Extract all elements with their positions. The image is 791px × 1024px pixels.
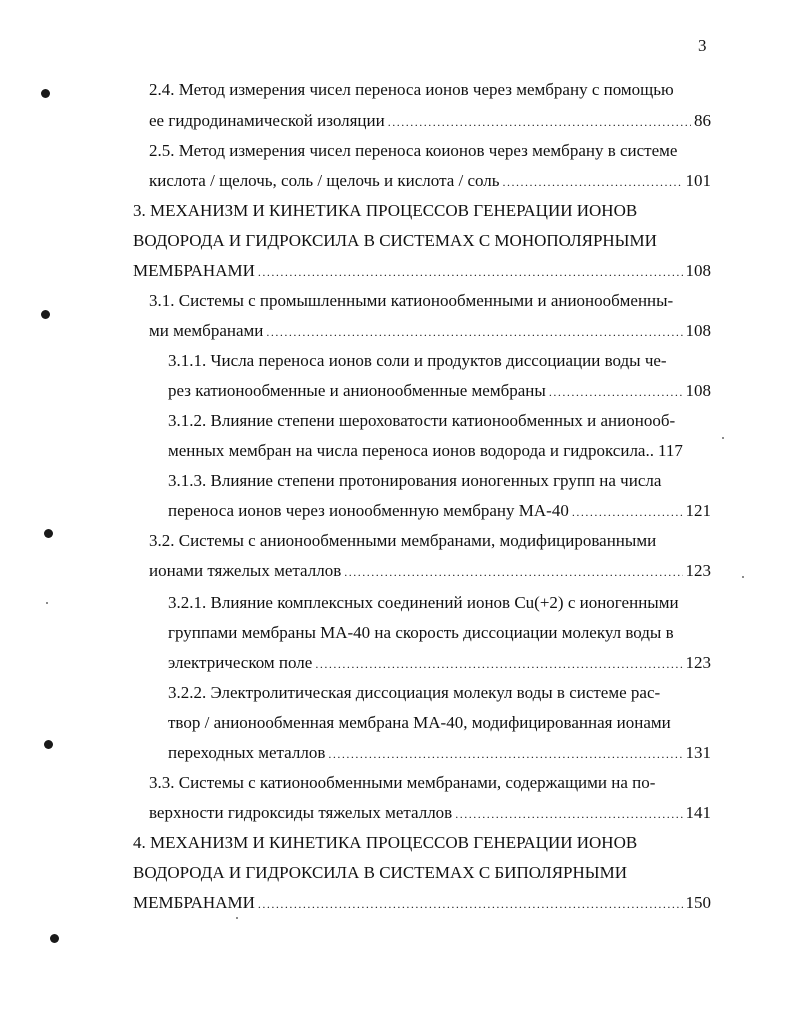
toc-page-number: 123 [685,653,711,672]
toc-entry-line[interactable]: кислота / щелочь, соль / щелочь и кислота / соль ..... 101 [149,168,711,194]
toc-chapter-line: ВОДОРОДА И ГИДРОКСИЛА В СИСТЕМАХ С МОНОПОЛЯРНЫМИ [133,231,657,250]
toc-entry-line: 3.2.1. Влияние комплексных соединений ионов Cu(+2) с ионогенными [168,593,679,612]
toc-chapter-line[interactable]: МЕМБРАНАМИ ..... 108 [133,258,711,284]
toc-entry-line: группами мембраны МА-40 на скорость диссоциации молекул воды в [168,623,674,642]
toc-entry-line: 3.1. Системы с промышленными катионообменными и анионообменны- [149,291,674,310]
toc-page-number: 108 [685,381,711,400]
toc-entry-line[interactable]: электрическом поле ..... 123 [168,650,711,676]
scan-speck [742,576,744,578]
toc-page-number: 108 [685,261,711,280]
toc-page-number: 123 [685,561,711,580]
toc-entry-line[interactable]: менных мембран на числа переноса ионов водорода и гидроксила.. 117 [168,438,713,464]
punch-hole-icon [44,740,53,749]
dot-leader [344,559,682,584]
toc-entry-line: 3.1.2. Влияние степени шероховатости катионообменных и анионооб- [168,411,676,430]
dot-leader [315,651,682,676]
toc-page-number: 117 [657,441,683,460]
dot-leader [549,379,683,404]
punch-hole-icon [50,934,59,943]
toc-entry-line: твор / анионообменная мембрана МА-40, модифицированная ионами [168,713,671,732]
scan-speck [46,602,48,604]
punch-hole-icon [44,529,53,538]
dot-leader [266,319,682,344]
dot-leader [572,499,683,524]
toc-entry-line[interactable]: рез катионообменные и анионообменные мембраны ..... 108 [168,378,711,404]
dot-leader [455,801,682,826]
dot-leader [328,741,682,766]
scan-speck [722,437,724,439]
toc-entry-line: 3.3. Системы с катионообменными мембранами, содержащими на по- [149,773,656,792]
toc-page-number: 101 [685,171,711,190]
toc-entry-line[interactable]: верхности гидроксиды тяжелых металлов ..... 141 [149,800,711,826]
toc-entry-line: 3.1.3. Влияние степени протонирования ионогенных групп на числа [168,471,662,490]
toc-page-number: 108 [685,321,711,340]
punch-hole-icon [41,89,50,98]
toc-entry-line[interactable]: ионами тяжелых металлов ..... 123 [149,558,711,584]
toc-chapter-line: 3. МЕХАНИЗМ И КИНЕТИКА ПРОЦЕССОВ ГЕНЕРАЦИИ ИОНОВ [133,201,638,220]
punch-hole-icon [41,310,50,319]
toc-entry-line: 3.1.1. Числа переноса ионов соли и продуктов диссоциации воды че- [168,351,667,370]
dot-leader [258,891,683,916]
page-number: 3 [698,36,707,55]
toc-entry-line[interactable]: ее гидродинамической изоляции ..... 86 [149,108,711,134]
toc-chapter-line: 4. МЕХАНИЗМ И КИНЕТИКА ПРОЦЕССОВ ГЕНЕРАЦИИ ИОНОВ [133,833,638,852]
toc-page-number: 150 [685,893,711,912]
dot-leader [258,259,683,284]
toc-entry-line: 3.2. Системы с анионообменными мембранами, модифицированными [149,531,657,550]
toc-page-number: 141 [685,803,711,822]
dot-leader [503,169,683,194]
toc-entry-line[interactable]: переноса ионов через ионообменную мембрану МА-40 ..... 121 [168,498,711,524]
toc-chapter-line[interactable]: МЕМБРАНАМИ ..... 150 [133,890,711,916]
scan-speck [236,917,238,919]
toc-entry-line: 2.4. Метод измерения чисел переноса ионов через мембрану с помощью [149,80,674,99]
toc-page-number: 131 [685,743,711,762]
dot-leader [388,109,691,134]
toc-page-number: 121 [685,501,711,520]
toc-entry-line[interactable]: ми мембранами ..... 108 [149,318,711,344]
toc-entry-line: 3.2.2. Электролитическая диссоциация молекул воды в системе рас- [168,683,661,702]
toc-page-number: 86 [694,111,711,130]
toc-chapter-line: ВОДОРОДА И ГИДРОКСИЛА В СИСТЕМАХ С БИПОЛЯРНЫМИ [133,863,627,882]
toc-entry-line[interactable]: переходных металлов ..... 131 [168,740,711,766]
toc-entry-line: 2.5. Метод измерения чисел переноса коионов через мембрану в системе [149,141,678,160]
